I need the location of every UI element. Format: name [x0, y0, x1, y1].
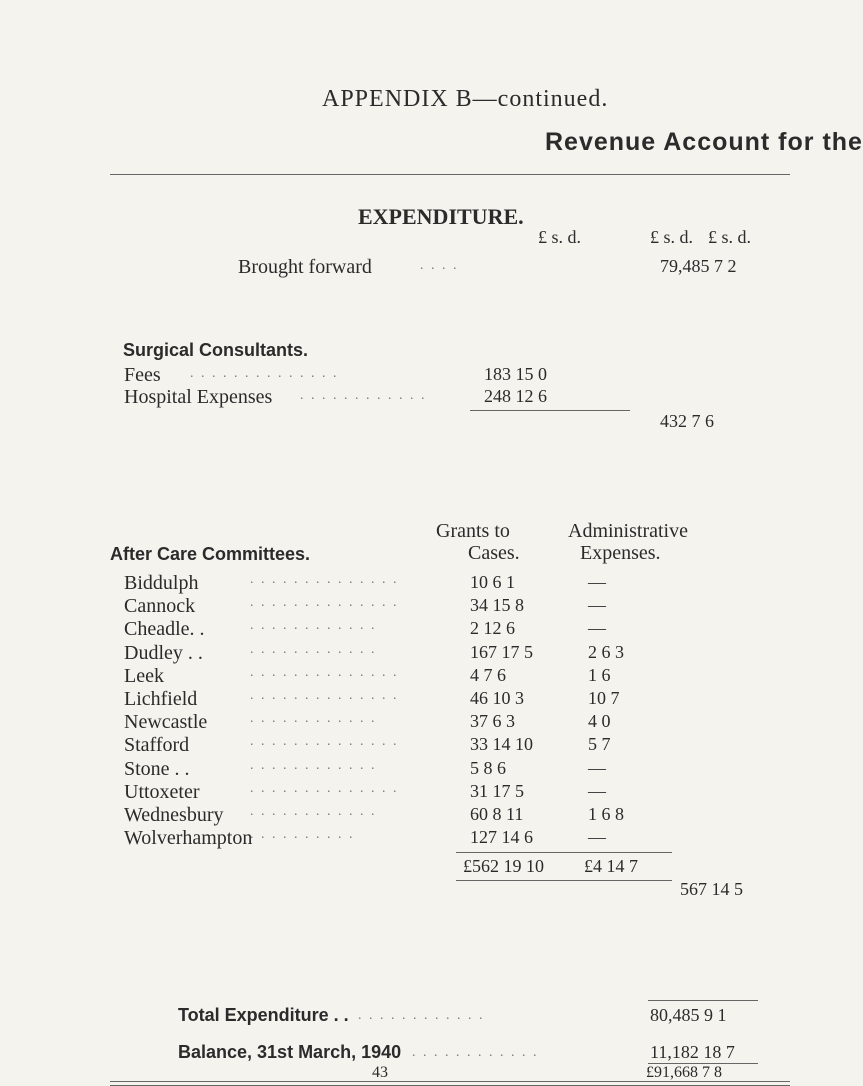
col-header-1: £ s. d. [538, 227, 582, 247]
surgical-fees-amount: 183 15 0 [484, 364, 547, 384]
balance-label: Balance, 31st March, 1940 [178, 1042, 402, 1062]
admin-total: £4 14 7 [584, 856, 638, 876]
col-header-2: £ s. d. [650, 227, 694, 247]
brought-forward-label: Brought forward [238, 256, 372, 278]
total-expenditure-amount: 80,485 9 1 [650, 1005, 727, 1025]
after-care-row-leader: . . . . . . . . . . . . [250, 711, 377, 727]
after-care-row-grant: 46 10 3 [470, 688, 524, 708]
total-expenditure-label: Total Expenditure . . [178, 1005, 349, 1025]
page-number: 43 [372, 1064, 388, 1081]
section-title: EXPENDITURE. [358, 204, 524, 229]
after-care-row-label: Cheadle. . [124, 618, 205, 641]
balance-leader: . . . . . . . . . . . . [412, 1045, 539, 1060]
after-care-row-leader: . . . . . . . . . . . . . . [250, 595, 399, 611]
grants-header-line2: Cases. [468, 542, 520, 564]
after-care-row-label: Stafford [124, 734, 190, 757]
total-expenditure-leader: . . . . . . . . . . . . [358, 1008, 485, 1023]
after-care-row-leader: . . . . . . . . . . . . . . [250, 688, 399, 703]
after-care-row-label: Wolverhampton [124, 827, 253, 850]
after-care-row-admin: — [588, 572, 606, 592]
after-care-row-admin: 1 6 [588, 664, 611, 685]
after-care-row-admin: — [588, 780, 606, 801]
after-care-heading: After Care Committees. [110, 544, 311, 564]
after-care-total: 567 14 5 [680, 879, 743, 899]
after-care-row-grant: 4 7 6 [470, 664, 506, 685]
after-care-row-grant: 34 15 8 [470, 595, 524, 616]
after-care-row-label: Newcastle [124, 711, 208, 734]
after-care-row-leader: . . . . . . . . . . . . . . [250, 664, 399, 680]
brought-forward-leader: . . . . [420, 258, 459, 273]
after-care-row-label: Wednesbury [124, 804, 224, 826]
after-care-total-rule [456, 880, 672, 881]
surgical-fees-leader: . . . . . . . . . . . . . . [190, 366, 339, 381]
after-care-row-grant: 127 14 6 [470, 827, 533, 848]
after-care-row-leader: . . . . . . . . . . . . [250, 757, 377, 773]
after-care-row-leader: . . . . . . . . . . . . . . [250, 572, 399, 587]
after-care-row-label: Lichfield [124, 688, 198, 710]
admin-header-line1: Administrative [568, 520, 688, 542]
after-care-row-leader: . . . . . . . . . . . . . . [250, 780, 399, 796]
after-care-row-admin: 5 7 [588, 734, 611, 755]
surgical-heading: Surgical Consultants. [123, 340, 309, 360]
surgical-hospital-amount: 248 12 6 [484, 386, 547, 406]
after-care-row-grant: 31 17 5 [470, 780, 524, 801]
after-care-row-grant: 167 17 5 [470, 641, 533, 662]
after-care-row-label: Cannock [124, 595, 196, 618]
after-care-row-leader: . . . . . . . . . . [250, 827, 355, 843]
after-care-row-label: Biddulph [124, 572, 199, 594]
after-care-row-admin: — [588, 827, 606, 848]
after-care-row-admin: 10 7 [588, 688, 620, 708]
after-care-row-grant: 10 6 1 [470, 572, 515, 592]
after-care-row-leader: . . . . . . . . . . . . [250, 804, 377, 819]
total-expenditure-rule [648, 1000, 758, 1001]
col-header-3: £ s. d. [708, 227, 752, 247]
surgical-hospital-leader: . . . . . . . . . . . . [300, 388, 427, 403]
after-care-row-admin: 1 6 8 [588, 804, 624, 824]
after-care-row-grant: 60 8 11 [470, 804, 524, 824]
after-care-row-label: Uttoxeter [124, 780, 200, 803]
after-care-row-admin: 4 0 [588, 711, 611, 732]
after-care-row-admin: 2 6 3 [588, 641, 624, 662]
after-care-row-label: Leek [124, 664, 164, 687]
surgical-fees-label: Fees [124, 364, 161, 386]
surgical-total: 432 7 6 [660, 411, 714, 431]
surgical-hospital-label: Hospital Expenses [124, 386, 273, 408]
balance-amount: 11,182 18 7 [650, 1042, 735, 1062]
after-care-subtotal-rule [456, 852, 672, 853]
after-care-row-admin: — [588, 595, 606, 616]
after-care-row-grant: 5 8 6 [470, 757, 506, 778]
after-care-row-admin: — [588, 618, 606, 639]
after-care-row-leader: . . . . . . . . . . . . . . [250, 734, 399, 750]
page-title: Revenue Account for the [545, 128, 863, 156]
after-care-row-leader: . . . . . . . . . . . . [250, 618, 377, 634]
appendix-heading: APPENDIX B—continued. [322, 86, 609, 112]
grand-total: £91,668 7 8 [646, 1064, 722, 1081]
after-care-row-admin: — [588, 757, 606, 778]
grand-total-double-rule [110, 1081, 790, 1086]
brought-forward-amount: 79,485 7 2 [660, 256, 737, 276]
after-care-row-grant: 2 12 6 [470, 618, 515, 639]
after-care-row-grant: 37 6 3 [470, 711, 515, 732]
after-care-row-label: Dudley . . [124, 641, 203, 664]
after-care-row-grant: 33 14 10 [470, 734, 533, 755]
after-care-row-leader: . . . . . . . . . . . . [250, 641, 377, 657]
admin-header-line2: Expenses. [580, 542, 661, 564]
surgical-subtotal-rule [470, 410, 630, 411]
after-care-row-label: Stone . . [124, 757, 190, 780]
grants-header-line1: Grants to [436, 520, 510, 542]
header-rule [110, 174, 790, 175]
grants-total: £562 19 10 [463, 856, 544, 876]
